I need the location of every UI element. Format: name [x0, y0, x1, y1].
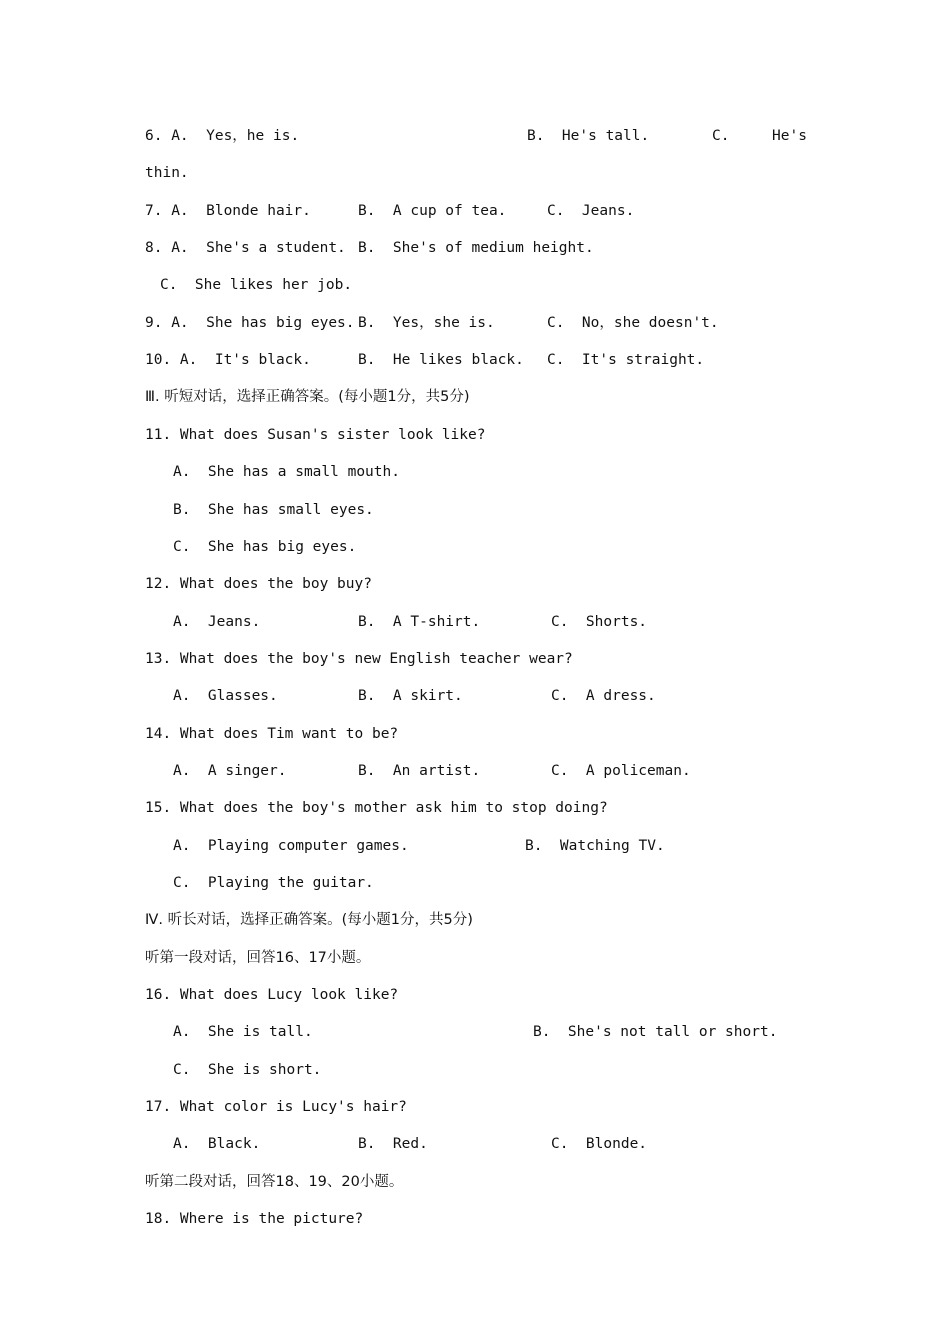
option-b: B. An artist.	[358, 763, 481, 779]
option-c: C. Playing the guitar.	[173, 875, 374, 891]
section-heading-text: Ⅲ. 听短对话，选择正确答案。(每小题1分，共5分)	[145, 389, 470, 405]
question-12	[0, 574, 950, 611]
question-10	[0, 350, 950, 387]
question-13	[0, 649, 950, 686]
question-11-option-b	[0, 500, 950, 537]
dialog-2-instruction	[0, 1172, 950, 1209]
question-text: 16. What does Lucy look like?	[145, 987, 399, 1003]
question-14-options	[0, 761, 950, 798]
question-13-options	[0, 686, 950, 723]
option-c: C. It's straight.	[547, 352, 705, 368]
question-15-option-c	[0, 873, 950, 910]
question-8	[0, 238, 950, 275]
question-11-option-a	[0, 462, 950, 499]
question-18	[0, 1209, 950, 1246]
question-16	[0, 985, 950, 1022]
option-a: A. Playing computer games.	[173, 838, 409, 854]
option-c: C. She is short.	[173, 1062, 322, 1078]
question-text: 12. What does the boy buy?	[145, 576, 372, 592]
question-text: 13. What does the boy's new English teacher wear?	[145, 651, 573, 667]
question-8-option-c	[0, 275, 950, 312]
option-a: 10. A. It's black.	[145, 352, 311, 368]
option-a: 7. A. Blonde hair.	[145, 203, 311, 219]
option-c: C. Blonde.	[551, 1136, 648, 1152]
question-17-options	[0, 1134, 950, 1171]
question-7	[0, 201, 950, 238]
option-c-text: He's	[772, 128, 807, 144]
question-9	[0, 313, 950, 350]
option-b: B. Yes，she is.	[358, 315, 495, 331]
option-a: 6. A. Yes，he is.	[145, 128, 300, 144]
question-6-continued	[0, 163, 950, 200]
option-b: B. A T-shirt.	[358, 614, 481, 630]
option-c: C. A policeman.	[551, 763, 691, 779]
option-b: B. A cup of tea.	[358, 203, 507, 219]
option-c: C. She has big eyes.	[173, 539, 357, 555]
section-heading-text: Ⅳ. 听长对话，选择正确答案。(每小题1分，共5分)	[145, 912, 473, 928]
option-b: B. He's tall.	[527, 128, 650, 144]
instruction-text: 听第一段对话，回答16、17小题。	[145, 950, 371, 966]
option-c-label: C.	[712, 128, 730, 144]
question-17	[0, 1097, 950, 1134]
question-text: 14. What does Tim want to be?	[145, 726, 399, 742]
option-c: C. A dress.	[551, 688, 656, 704]
option-c: C. No，she doesn't.	[547, 315, 719, 331]
option-a: A. Jeans.	[173, 614, 261, 630]
option-c: C. Shorts.	[551, 614, 648, 630]
question-15	[0, 798, 950, 835]
question-15-options-ab	[0, 836, 950, 873]
question-text: 17. What color is Lucy's hair?	[145, 1099, 407, 1115]
option-b: B. A skirt.	[358, 688, 463, 704]
question-text: 11. What does Susan's sister look like?	[145, 427, 486, 443]
option-c: C. Jeans.	[547, 203, 635, 219]
option-a: A. She has a small mouth.	[173, 464, 400, 480]
option-c-continued: thin.	[145, 165, 189, 181]
instruction-text: 听第二段对话，回答18、19、20小题。	[145, 1174, 404, 1190]
question-12-options	[0, 612, 950, 649]
question-16-option-c	[0, 1060, 950, 1097]
option-b: B. She's of medium height.	[358, 240, 594, 256]
option-b: B. He likes black.	[358, 352, 524, 368]
question-11-option-c	[0, 537, 950, 574]
option-a: A. A singer.	[173, 763, 287, 779]
option-b: B. Watching TV.	[525, 838, 665, 854]
option-b: B. She has small eyes.	[173, 502, 374, 518]
option-a: 8. A. She's a student.	[145, 240, 346, 256]
option-a: 9. A. She has big eyes.	[145, 315, 355, 331]
dialog-1-instruction	[0, 948, 950, 985]
option-b: B. Red.	[358, 1136, 428, 1152]
option-a: A. She is tall.	[173, 1024, 313, 1040]
question-text: 18. Where is the picture?	[145, 1211, 364, 1227]
option-c: C. She likes her job.	[160, 277, 353, 293]
question-14	[0, 724, 950, 761]
question-16-options-ab	[0, 1022, 950, 1059]
question-11	[0, 425, 950, 462]
section-3-heading	[0, 387, 950, 424]
option-a: A. Glasses.	[173, 688, 278, 704]
question-text: 15. What does the boy's mother ask him to stop doing?	[145, 800, 608, 816]
question-6	[0, 126, 950, 163]
option-b: B. She's not tall or short.	[533, 1024, 778, 1040]
option-a: A. Black.	[173, 1136, 261, 1152]
section-4-heading	[0, 910, 950, 947]
